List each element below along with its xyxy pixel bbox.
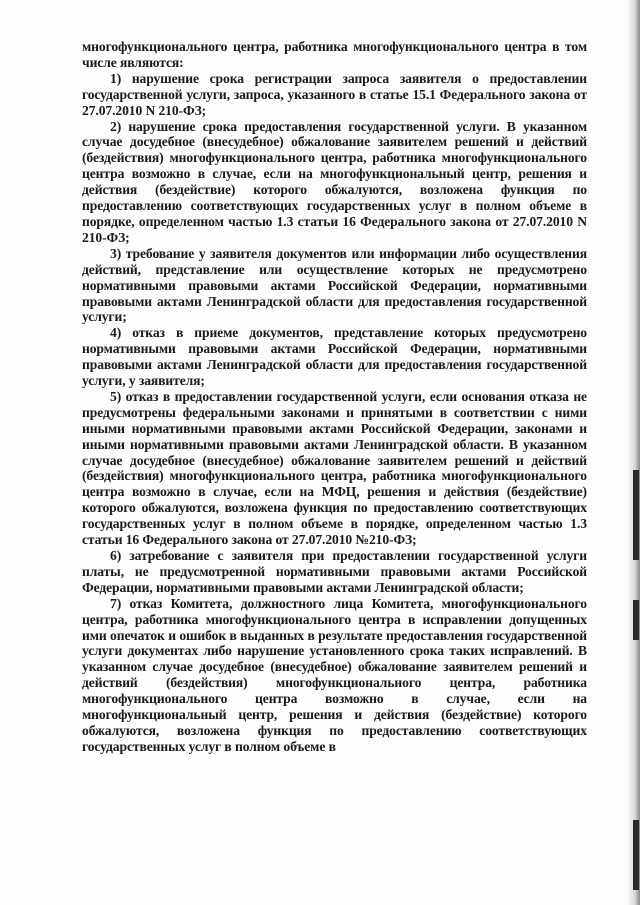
document-body	[82, 39, 587, 755]
scan-artifact	[633, 470, 639, 560]
scan-artifact	[633, 600, 639, 640]
paragraph-item-2: 2) нарушение срока предоставления государственной услуги. В указанном случае досудебное (внесудебное) обжалование заявителем решений и действий (бездействия) многофункционального центра, работника многофункционального центра возможно в случае, если на многофункциональный центр, решения и действия (бездействие) которого обжалуются, возложена функция по предоставлению соответствующих государственных услуг в полном объеме в порядке, определенном частью 1.3 статьи 16 Федерального закона от 27.07.2010 N 210-ФЗ;	[82, 118, 587, 245]
scan-artifact	[633, 820, 639, 890]
paragraph-item-3: 3) требование у заявителя документов или информации либо осуществления действий, представление или осуществление которых не предусмотрено нормативными правовыми актами Российской Федерации, нормативными правовыми актами Ленинградской области для предоставления государственной услуги;	[82, 245, 587, 325]
paragraph-item-6: 6) затребование с заявителя при предоставлении государственной услуги платы, не предусмотренной нормативными правовыми актами Российской Федерации, нормативными правовыми актами Ленинградской области;	[82, 548, 587, 595]
paragraph-continuation: многофункционального центра, работника многофункционального центра в том числе являются:	[82, 39, 587, 70]
scan-border-shadow	[628, 0, 640, 905]
paragraph-item-7: 7) отказ Комитета, должностного лица Комитета, многофункционального центра, работника многофункционального центра в исправлении допущенных ими опечаток и ошибок в выданных в результате предоставления государственной услуги документах либо нарушение установленного срока таких исправлений. В указанном случае досудебное (внесудебное) обжалование заявителем решений и действий (бездействия) многофункционального центра, работника многофункционального центра возможно в случае, если на многофункциональный центр, решения и действия (бездействие) которого обжалуются, возложена функция по предоставлению соответствующих государственных услуг в полном объеме в	[82, 595, 587, 754]
paragraph-item-4: 4) отказ в приеме документов, представление которых предусмотрено нормативными правовыми актами Российской Федерации, нормативными правовыми актами Ленинградской области для предоставления государственной услуги, у заявителя;	[82, 325, 587, 389]
paragraph-item-1: 1) нарушение срока регистрации запроса заявителя о предоставлении государственной услуги, запроса, указанного в статье 15.1 Федерального закона от 27.07.2010 N 210-ФЗ;	[82, 70, 587, 118]
paragraph-item-5: 5) отказ в предоставлении государственной услуги, если основания отказа не предусмотрены федеральными законами и принятыми в соответствии с ними иными нормативными правовыми актами Российской Федерации, законами и иными нормативными правовыми актами Ленинградской области. В указанном случае досудебное (внесудебное) обжалование заявителем решений и действий (бездействия) многофункционального центра, работника многофункционального центра возможно в случае, если на МФЦ, решения и действия (бездействие) которого обжалуются, возложена функция по предоставлению соответствующих государственных услуг в полном объеме в порядке, определенном частью 1.3 статьи 16 Федерального закона от 27.07.2010 №210-ФЗ;	[82, 388, 587, 548]
